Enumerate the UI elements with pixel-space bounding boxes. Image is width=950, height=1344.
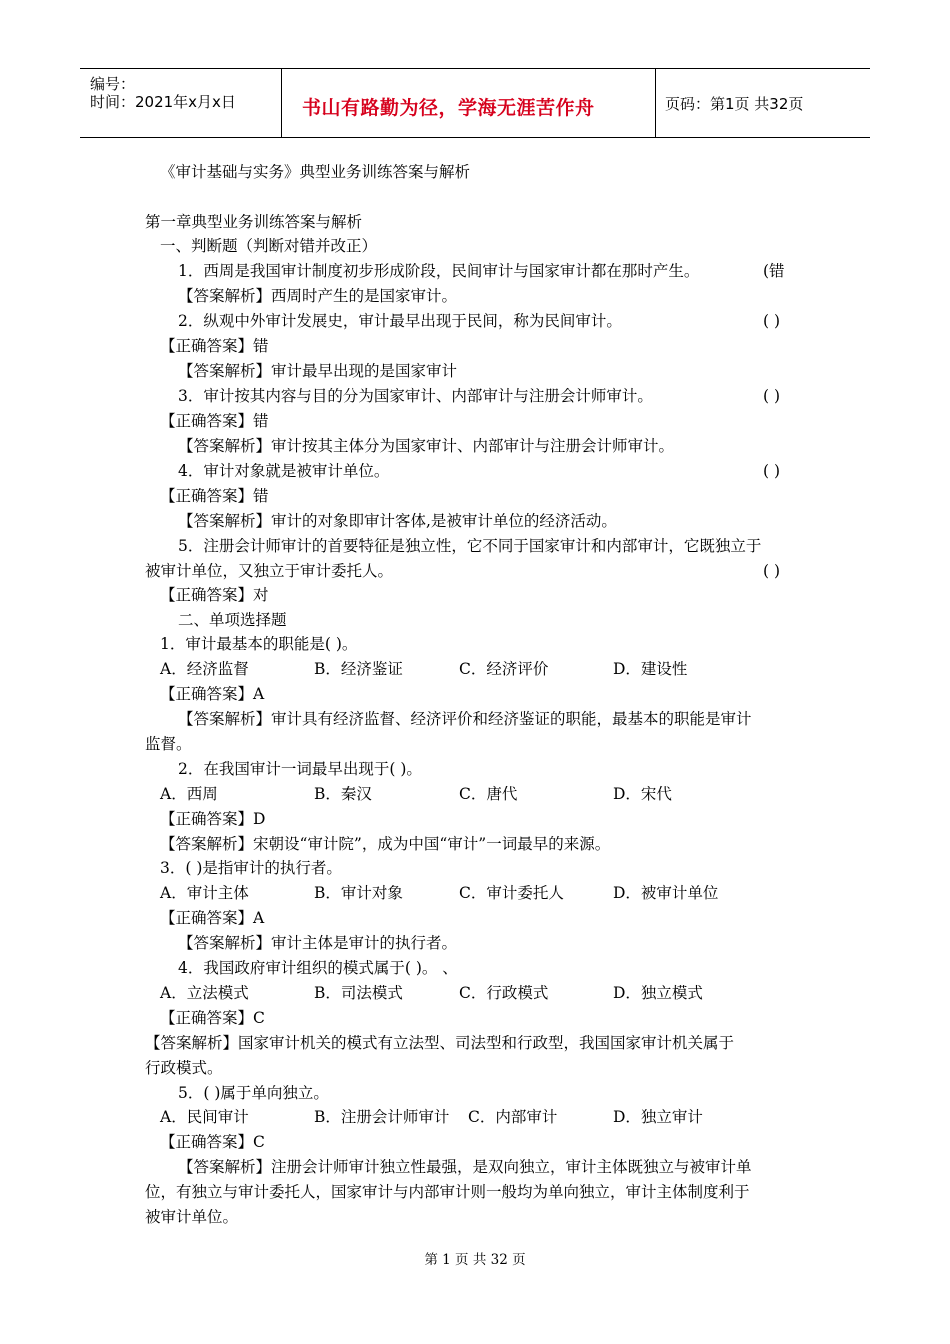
mc-5-explanation-line-1: 【答案解析】注册会计师审计独立性最强，是双向独立，审计主体既独立与被审计单	[178, 1158, 752, 1176]
question-5-mark: ( )	[763, 562, 781, 580]
mc-1-answer: 【正确答案】A	[160, 685, 265, 703]
number-label: 编号：	[90, 75, 136, 93]
mc-5-answer: 【正确答案】C	[160, 1133, 265, 1151]
question-1-mark: (错	[763, 262, 785, 280]
mc-1-explanation-line-2: 监督。	[145, 735, 192, 753]
mc-2-option-d: D．宋代	[613, 785, 672, 803]
mc-5-option-c: C．内部审计	[468, 1108, 558, 1126]
mc-1-option-c: C．经济评价	[459, 660, 549, 678]
question-2-explanation: 【答案解析】审计最早出现的是国家审计	[178, 362, 458, 380]
mc-2-option-b: B．秦汉	[314, 785, 372, 803]
mc-4-answer: 【正确答案】C	[160, 1009, 265, 1027]
mc-2-answer: 【正确答案】D	[160, 810, 266, 828]
mc-5-option-d: D．独立审计	[613, 1108, 703, 1126]
mc-5-option-a: A．民间审计	[160, 1108, 249, 1126]
motto: 书山有路勤为径，学海无涯苦作舟	[302, 97, 595, 119]
mc-2-explanation: 【答案解析】宋朝设“审计院”，成为中国“审计”一词最早的来源。	[160, 835, 611, 853]
question-3-mark: ( )	[763, 387, 781, 405]
chapter-title: 第一章典型业务训练答案与解析	[145, 213, 363, 231]
mc-1-explanation-line-1: 【答案解析】审计具有经济监督、经济评价和经济鉴证的职能，最基本的职能是审计	[178, 710, 752, 728]
mc-3-option-a: A．审计主体	[160, 884, 249, 902]
mc-1-option-d: D．建设性	[613, 660, 688, 678]
mc-5-option-b: B．注册会计师审计	[314, 1108, 450, 1126]
page-header	[80, 68, 870, 138]
page-info: 页码：第1页 共32页	[665, 95, 804, 113]
question-4-mark: ( )	[763, 462, 781, 480]
question-1: 1．西周是我国审计制度初步形成阶段，民间审计与国家审计都在那时产生。	[178, 262, 700, 280]
mc-question-4: 4．我国政府审计组织的模式属于( )。 、	[178, 959, 458, 977]
mc-4-option-a: A．立法模式	[160, 984, 249, 1002]
question-5-answer: 【正确答案】对	[160, 586, 269, 604]
section-single-choice: 二、单项选择题	[178, 611, 287, 629]
question-2: 2．纵观中外审计发展史，审计最早出现于民间，称为民间审计。	[178, 312, 622, 330]
mc-4-option-d: D．独立模式	[613, 984, 703, 1002]
mc-question-2: 2．在我国审计一词最早出现于( )。	[178, 760, 422, 778]
question-4-answer: 【正确答案】错	[160, 487, 269, 505]
mc-2-option-a: A．西周	[160, 785, 218, 803]
question-5-line-1: 5．注册会计师审计的首要特征是独立性，它不同于国家审计和内部审计，它既独立于	[178, 537, 762, 555]
question-2-mark: ( )	[763, 312, 781, 330]
question-2-answer: 【正确答案】错	[160, 337, 269, 355]
mc-question-3: 3．( )是指审计的执行者。	[160, 859, 342, 877]
mc-1-option-a: A．经济监督	[160, 660, 249, 678]
mc-3-option-d: D．被审计单位	[613, 884, 719, 902]
mc-4-explanation-line-1: 【答案解析】国家审计机关的模式有立法型、司法型和行政型，我国国家审计机关属于	[145, 1034, 735, 1052]
question-5-line-2: 被审计单位，又独立于审计委托人。	[145, 562, 394, 580]
question-3: 3．审计按其内容与目的分为国家审计、内部审计与注册会计师审计。	[178, 387, 653, 405]
question-4: 4．审计对象就是被审计单位。	[178, 462, 390, 480]
mc-2-option-c: C．唐代	[459, 785, 518, 803]
mc-3-explanation: 【答案解析】审计主体是审计的执行者。	[178, 934, 458, 952]
mc-3-option-c: C．审计委托人	[459, 884, 564, 902]
question-1-explanation: 【答案解析】西周时产生的是国家审计。	[178, 287, 458, 305]
mc-3-answer: 【正确答案】A	[160, 909, 265, 927]
header-meta	[80, 69, 280, 137]
page-footer: 第 1 页 共 32 页	[424, 1252, 526, 1268]
mc-4-option-b: B．司法模式	[314, 984, 403, 1002]
time-label: 时间：2021年x月x日	[90, 93, 236, 111]
question-3-explanation: 【答案解析】审计按其主体分为国家审计、内部审计与注册会计师审计。	[178, 437, 675, 455]
mc-1-option-b: B．经济鉴证	[314, 660, 403, 678]
mc-question-5: 5．( )属于单向独立。	[178, 1084, 329, 1102]
section-true-false: 一、判断题（判断对错并改正）	[160, 237, 378, 255]
document-title: 《审计基础与实务》典型业务训练答案与解析	[160, 163, 471, 181]
header-motto-cell	[281, 69, 656, 137]
mc-3-option-b: B．审计对象	[314, 884, 403, 902]
mc-4-explanation-line-2: 行政模式。	[145, 1059, 223, 1077]
mc-5-explanation-line-3: 被审计单位。	[145, 1208, 239, 1226]
question-3-answer: 【正确答案】错	[160, 412, 269, 430]
mc-question-1: 1．审计最基本的职能是( )。	[160, 635, 358, 653]
mc-5-explanation-line-2: 位，有独立与审计委托人，国家审计与内部审计则一般均为单向独立，审计主体制度利于	[145, 1183, 750, 1201]
mc-4-option-c: C．行政模式	[459, 984, 549, 1002]
question-4-explanation: 【答案解析】审计的对象即审计客体,是被审计单位的经济活动。	[178, 512, 617, 530]
